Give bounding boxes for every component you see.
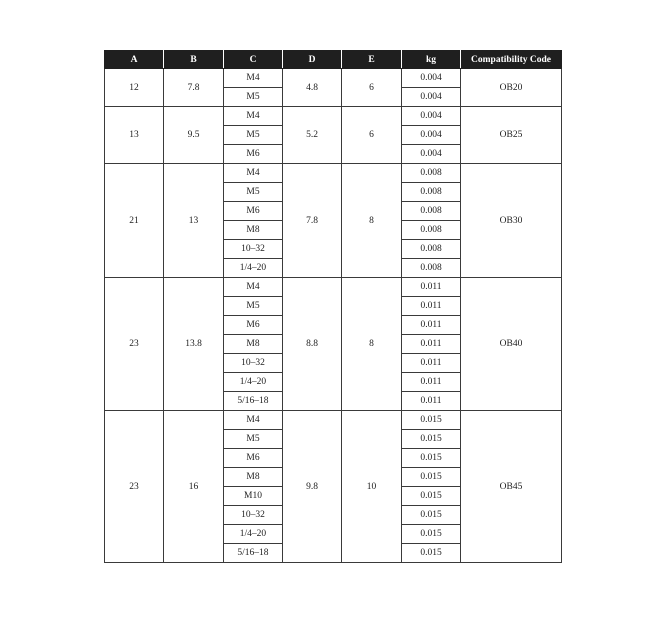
cell-a: 23 (105, 411, 164, 563)
cell-e: 10 (342, 411, 402, 563)
cell-c: M8 (224, 221, 283, 240)
cell-d: 8.8 (283, 278, 342, 411)
table-row (105, 69, 562, 88)
header-a: A (105, 51, 164, 69)
compatibility-code-text: OB45 (499, 481, 523, 492)
cell-e: 8 (342, 164, 402, 278)
cell-a: 12 (105, 69, 164, 107)
header-c: C (224, 51, 283, 69)
cell-e: 6 (342, 107, 402, 164)
spec-table (104, 50, 562, 563)
cell-compatibility-code (461, 69, 562, 107)
cell-c: M5 (224, 183, 283, 202)
cell-c: 10–32 (224, 506, 283, 525)
header-e: E (342, 51, 402, 69)
cell-a: 13 (105, 107, 164, 164)
cell-kg: 0.008 (402, 240, 461, 259)
cell-c: M4 (224, 411, 283, 430)
cell-b: 16 (164, 411, 224, 563)
table-header (105, 51, 562, 69)
cell-c: M8 (224, 335, 283, 354)
cell-kg: 0.008 (402, 183, 461, 202)
compatibility-code-text: OB20 (499, 82, 523, 93)
cell-d: 9.8 (283, 411, 342, 563)
cell-c: M4 (224, 69, 283, 88)
table-row (105, 411, 562, 430)
header-compatibility-code: Compatibility Code (461, 51, 562, 69)
cell-c: 5/16–18 (224, 544, 283, 563)
cell-c: 1/4–20 (224, 525, 283, 544)
table-row (105, 164, 562, 183)
cell-kg: 0.015 (402, 430, 461, 449)
header-row (105, 51, 562, 69)
cell-c: M10 (224, 487, 283, 506)
cell-c: M6 (224, 316, 283, 335)
cell-d: 5.2 (283, 107, 342, 164)
header-d: D (283, 51, 342, 69)
cell-kg: 0.015 (402, 487, 461, 506)
cell-kg: 0.004 (402, 69, 461, 88)
cell-kg: 0.004 (402, 107, 461, 126)
cell-compatibility-code (461, 411, 562, 563)
cell-kg: 0.011 (402, 316, 461, 335)
cell-kg: 0.015 (402, 525, 461, 544)
compatibility-code-text: OB25 (499, 130, 523, 140)
cell-kg: 0.008 (402, 221, 461, 240)
cell-kg: 0.011 (402, 278, 461, 297)
cell-kg: 0.008 (402, 202, 461, 221)
cell-a: 23 (105, 278, 164, 411)
cell-c: M8 (224, 468, 283, 487)
table-body (105, 69, 562, 563)
compatibility-code-text: OB40 (499, 339, 523, 349)
cell-compatibility-code (461, 107, 562, 164)
cell-compatibility-code (461, 164, 562, 278)
cell-kg: 0.004 (402, 88, 461, 107)
cell-kg: 0.015 (402, 411, 461, 430)
cell-kg: 0.004 (402, 145, 461, 164)
compatibility-code-text: OB30 (499, 215, 523, 226)
cell-b: 13 (164, 164, 224, 278)
cell-kg: 0.015 (402, 544, 461, 563)
cell-c: M5 (224, 297, 283, 316)
cell-kg: 0.015 (402, 468, 461, 487)
cell-d: 4.8 (283, 69, 342, 107)
header-kg: kg (402, 51, 461, 69)
cell-c: M5 (224, 430, 283, 449)
header-b: B (164, 51, 224, 69)
cell-c: M4 (224, 278, 283, 297)
cell-c: M6 (224, 449, 283, 468)
cell-b: 7.8 (164, 69, 224, 107)
table-row (105, 107, 562, 126)
cell-kg: 0.008 (402, 259, 461, 278)
cell-d: 7.8 (283, 164, 342, 278)
cell-c: 5/16–18 (224, 392, 283, 411)
cell-compatibility-code (461, 278, 562, 411)
cell-c: M5 (224, 126, 283, 145)
cell-c: M4 (224, 107, 283, 126)
cell-kg: 0.011 (402, 373, 461, 392)
cell-c: M4 (224, 164, 283, 183)
cell-kg: 0.015 (402, 506, 461, 525)
table-row (105, 278, 562, 297)
cell-kg: 0.011 (402, 354, 461, 373)
cell-kg: 0.011 (402, 297, 461, 316)
cell-a: 21 (105, 164, 164, 278)
cell-c: M6 (224, 202, 283, 221)
cell-kg: 0.015 (402, 449, 461, 468)
cell-kg: 0.008 (402, 164, 461, 183)
cell-c: 1/4–20 (224, 373, 283, 392)
cell-c: M6 (224, 145, 283, 164)
cell-c: 10–32 (224, 240, 283, 259)
cell-c: M5 (224, 88, 283, 107)
cell-e: 6 (342, 69, 402, 107)
cell-kg: 0.004 (402, 126, 461, 145)
cell-e: 8 (342, 278, 402, 411)
cell-kg: 0.011 (402, 335, 461, 354)
cell-b: 13.8 (164, 278, 224, 411)
cell-c: 1/4–20 (224, 259, 283, 278)
cell-kg: 0.011 (402, 392, 461, 411)
cell-c: 10–32 (224, 354, 283, 373)
cell-b: 9.5 (164, 107, 224, 164)
